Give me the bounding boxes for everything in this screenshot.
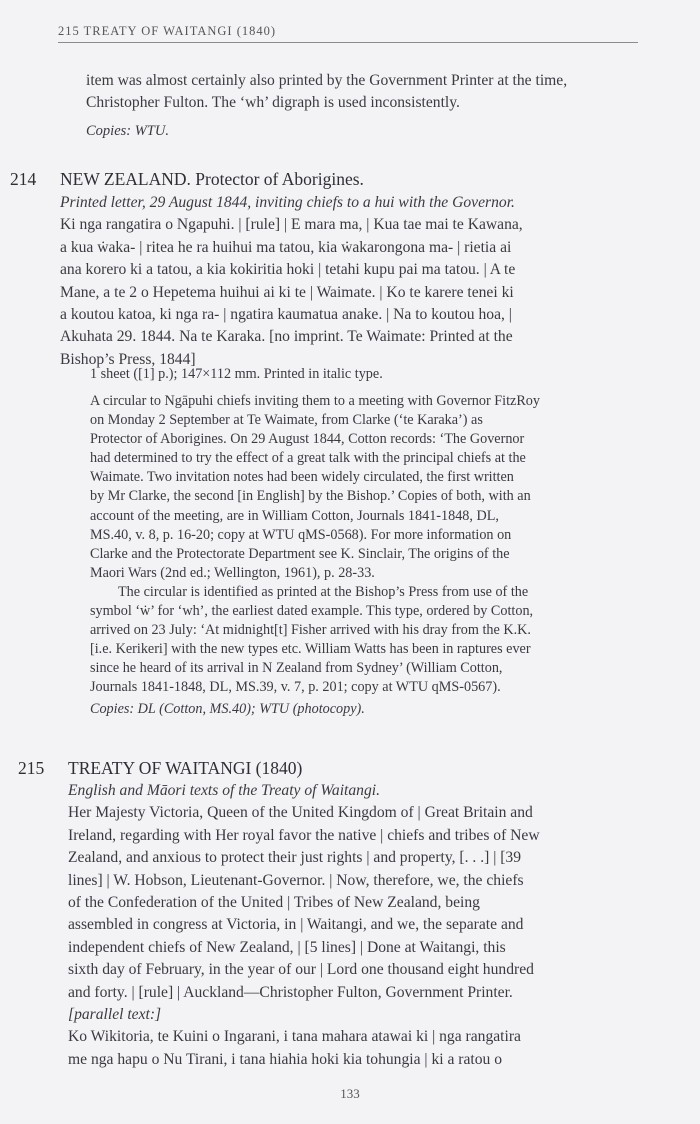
text-line: Akuhata 29. 1844. Na te Karaka. [no imprint. Te Waimate: Printed at the	[60, 328, 513, 346]
text-line: sixth day of February, in the year of our | Lord one thousand eight hundred	[68, 961, 534, 979]
text-line: had determined to try the effect of a great talk with the principal chiefs at the	[90, 450, 526, 467]
entry-subtitle: English and Māori texts of the Treaty of Waitangi.	[68, 782, 381, 799]
text-line: since he heard of its arrival in N Zealand from Sydney’ (William Cotton,	[90, 660, 503, 677]
text-line: Her Majesty Victoria, Queen of the United Kingdom of | Great Britain and	[68, 804, 533, 822]
running-head: 215 TREATY OF WAITANGI (1840)	[58, 24, 638, 43]
text-line: MS.40, v. 8, p. 16-20; copy at WTU qMS-0568). For more information on	[90, 526, 512, 543]
text-line: Protector of Aborigines. On 29 August 1844, Cotton records: ‘The Governor	[90, 431, 525, 448]
text-line: Ko Wikitoria, te Kuini o Ingarani, i tana mahara atawai ki | nga rangatira	[68, 1028, 521, 1046]
intro-copies: Copies: WTU.	[86, 122, 169, 139]
entry-number: 215	[18, 758, 45, 778]
text-line: Maori Wars (2nd ed.; Wellington, 1961), p. 28-33.	[90, 564, 375, 581]
entry-214-body	[60, 192, 650, 371]
entry-214-physical	[90, 364, 650, 385]
text-line: lines] | W. Hobson, Lieutenant-Governor. | Now, therefore, we, the chiefs	[68, 871, 524, 889]
text-line: The circular is identified as printed at the Bishop’s Press from use of the	[118, 583, 529, 600]
text-line: by Mr Clarke, the second [in English] by the Bishop.’ Copies of both, with an	[90, 488, 531, 505]
text-line: Waimate. Two invitation notes had been widely circulated, the first written	[90, 469, 514, 486]
entry-215-heading	[18, 758, 302, 779]
text-line: symbol ‘ẇ’ for ‘wh’, the earliest dated example. This type, ordered by Cotton,	[90, 603, 534, 620]
entry-title: NEW ZEALAND. Protector of Aborigines.	[60, 169, 364, 189]
text-line: Clarke and the Protectorate Department see K. Sinclair, The origins of the	[90, 545, 510, 562]
entry-title: TREATY OF WAITANGI (1840)	[68, 758, 303, 778]
text-line: of the Confederation of the United | Tribes of New Zealand, being	[68, 894, 480, 912]
note-paragraph	[90, 392, 642, 583]
text-line: independent chiefs of New Zealand, | [5 lines] | Done at Waitangi, this	[68, 938, 506, 956]
transcription	[68, 802, 648, 1071]
intro-text	[86, 70, 646, 115]
entry-214-notes	[90, 392, 642, 719]
text-line: Journals 1841-1848, DL, MS.39, v. 7, p. 201; copy at WTU qMS-0567).	[90, 679, 501, 696]
note-paragraph	[90, 583, 642, 698]
text-line: Bishop’s Press, 1844]	[60, 350, 196, 368]
text-line: ana korero ki a tatou, a kia kokiritia hoki | tetahi kupu pai ma tatou. | A te	[60, 261, 516, 279]
text-line: arrived on 23 July: ‘At midnight[t] Fisher arrived with his dray from the K.K.	[90, 622, 531, 639]
text-line: and forty. | [rule] | Auckland—Christopher Fulton, Government Printer.	[68, 983, 513, 1001]
text-line: a kua ẇaka- | ritea he ra huihui ma tatou, kia ẇakarongona ma- | rietia ai	[60, 238, 512, 256]
transcription	[60, 214, 650, 371]
physical-description: 1 sheet ([1] p.); 147×112 mm. Printed in italic type.	[90, 366, 383, 382]
text-line: [i.e. Kerikeri] with the new types etc. William Watts has been in raptures ever	[90, 641, 531, 658]
text-line: assembled in congress at Victoria, in | Waitangi, and we, the separate and	[68, 916, 524, 934]
text-line: Christopher Fulton. The ‘wh’ digraph is used inconsistently.	[86, 94, 460, 112]
text-line: Zealand, and anxious to protect their just rights | and property, [. . .] | [39	[68, 849, 522, 867]
entry-subtitle: Printed letter, 29 August 1844, inviting chiefs to a hui with the Governor.	[60, 194, 515, 211]
text-line: Ireland, regarding with Her royal favor the native | chiefs and tribes of New	[68, 826, 540, 844]
text-line: item was almost certainly also printed by the Government Printer at the time,	[86, 72, 568, 89]
intro-block	[86, 70, 646, 142]
text-line: account of the meeting, are in William Cotton, Journals 1841-1848, DL,	[90, 507, 499, 524]
page-number: 133	[340, 1086, 360, 1101]
text-line: on Monday 2 September at Te Waimate, from Clarke (‘te Karaka’) as	[90, 412, 483, 429]
entry-215-body	[68, 780, 648, 1071]
text-line: Mane, a te 2 o Hepetema huihui ai ki te | Waimate. | Ko te karere tenei ki	[60, 283, 514, 301]
entry-214-heading	[10, 169, 364, 190]
entry-number: 214	[10, 169, 37, 189]
entry-copies: Copies: DL (Cotton, MS.40); WTU (photocopy).	[90, 700, 365, 717]
text-line: [parallel text:]	[68, 1006, 162, 1024]
text-line: me nga hapu o Nu Tirani, i tana hiahia hoki kia tohungia | ki a ratou o	[68, 1050, 503, 1068]
text-line: Ki nga rangatira o Ngapuhi. | [rule] | E mara ma, | Kua tae mai te Kawana,	[60, 216, 523, 234]
text-line: A circular to Ngāpuhi chiefs inviting them to a meeting with Governor FitzRoy	[90, 393, 540, 409]
text-line: a koutou katoa, ki nga ra- | ngatira kaumatua anake. | Na to koutou hoa, |	[60, 306, 512, 324]
